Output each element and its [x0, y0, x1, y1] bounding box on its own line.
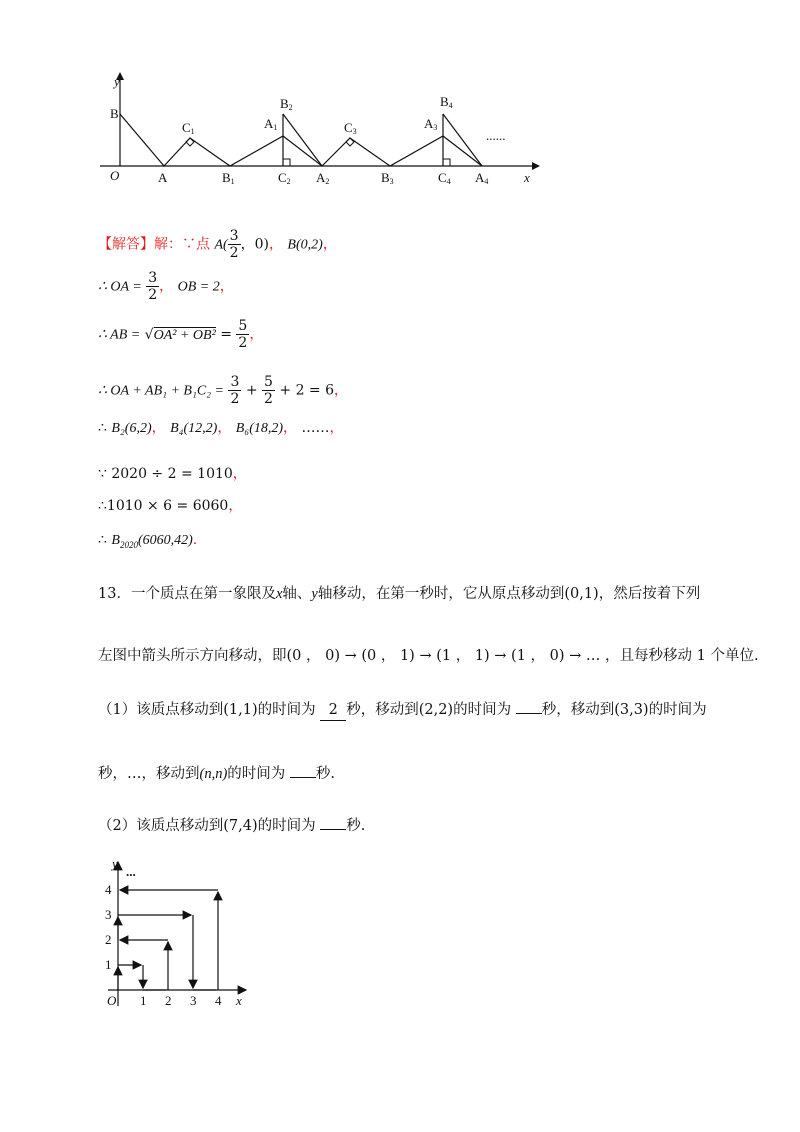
- sep: .: [192, 532, 198, 548]
- label-C3: C3: [344, 120, 357, 136]
- solution-tag: 【解答】解：: [98, 236, 182, 253]
- point-A-tail: ，0): [240, 236, 269, 253]
- answer-blank-4[interactable]: [290, 777, 316, 778]
- therefore: ∴: [98, 532, 107, 548]
- label-A4: A4: [475, 170, 489, 186]
- tick-y4: 4: [105, 882, 112, 897]
- question-part-1: （1）该质点移动到(1,1)的时间为 2 秒，移动到(2,2)的时间为 秒，移动到(3,3)的时间为: [98, 700, 707, 721]
- tick-x3: 3: [190, 993, 197, 1008]
- point-A-open: A(: [214, 237, 228, 253]
- dots: ……: [301, 420, 330, 436]
- sep: ，: [249, 326, 264, 343]
- label-C4: C4: [438, 170, 451, 186]
- point-b6: B₆(18,2): [235, 421, 284, 436]
- label-B: B: [110, 106, 119, 121]
- sep: ，: [329, 420, 344, 436]
- spiral-path-figure: [100, 856, 260, 1016]
- label-O: O: [110, 168, 120, 183]
- therefore: ∴: [98, 420, 107, 436]
- right-angle-c3: [346, 138, 354, 146]
- because-point: ∵点: [182, 236, 210, 253]
- label-B1: B1: [222, 170, 235, 186]
- ab-eq: ∴ AB =: [98, 327, 141, 343]
- equals: =: [220, 326, 232, 343]
- solution-line-1: [98, 228, 337, 261]
- product-eq: ∴1010 × 6 = 6060: [98, 498, 229, 514]
- tick-x1: 1: [140, 993, 147, 1008]
- tick-y3: 3: [105, 907, 112, 922]
- sep: ，: [334, 382, 349, 399]
- tick-x2: 2: [165, 993, 172, 1008]
- label-dots: ...: [126, 864, 136, 879]
- solution-line-4: [98, 374, 348, 407]
- sep: ，: [228, 498, 243, 514]
- solution-line-2: [98, 270, 234, 303]
- label-C1: C1: [182, 120, 195, 136]
- sep: ，: [322, 236, 337, 253]
- plus: +: [245, 382, 258, 399]
- label-x: x: [524, 170, 530, 185]
- ob-eq: OB = 2: [177, 279, 220, 295]
- question-line-2: 左图中箭头所示方向移动，即(0 ， 0) → (0 ， 1) → (1 ， 1) → (1 ， 0) → … ，且每秒移动 1 个单位.: [98, 648, 759, 664]
- tick-y1: 1: [105, 957, 112, 972]
- label-A1: A1: [264, 116, 278, 132]
- label-y: y: [114, 74, 120, 89]
- point-b2020: $B_{2020}(6060,42)$: [111, 533, 193, 550]
- label-O: O: [107, 993, 117, 1008]
- sep: ，: [268, 236, 283, 253]
- label-A3: A3: [424, 116, 438, 132]
- answer-blank-2[interactable]: [516, 713, 542, 714]
- solution-line-5: [98, 418, 343, 439]
- question-line-1: 13．一个质点在第一象限及x轴、y轴移动，在第一秒时，它从原点移动到(0,1)，然后按着下列: [98, 586, 701, 602]
- fraction-5-2: $\frac{5}{2}$: [238, 318, 248, 351]
- sum-tail: + 2 = 6: [279, 382, 335, 399]
- fraction-3-2: $\frac{3}{2}$: [229, 228, 239, 261]
- label-y: y: [112, 856, 118, 871]
- division-eq: ∵ 2020 ÷ 2 = 1010: [98, 466, 233, 482]
- point-b4: B₄(12,2): [170, 421, 218, 436]
- point-B: B(0,2): [287, 237, 323, 253]
- fraction-5-2: $\frac{5}{2}$: [264, 374, 273, 407]
- sep: ，: [232, 466, 247, 482]
- label-B4: B4: [440, 94, 453, 110]
- sqrt-expression: √OA² + OB²: [144, 326, 216, 343]
- sum-eq: ∴ OA + AB₁ + B₁C₂ =: [98, 383, 224, 399]
- question-part-1-cont: 秒，…，移动到(n,n)的时间为 秒.: [98, 766, 336, 782]
- label-B2: B2: [280, 96, 293, 112]
- question-part-2: （2）该质点移动到(7,4)的时间为 秒.: [98, 818, 366, 834]
- answer-blank-5[interactable]: [320, 829, 346, 830]
- point-b2: B₂(6,2): [111, 421, 152, 436]
- zigzag-figure: [100, 70, 540, 190]
- answer-blank-1[interactable]: 2: [320, 700, 346, 721]
- right-angle-c1: [186, 138, 194, 146]
- tick-x4: 4: [215, 993, 222, 1008]
- sep: ，: [283, 420, 298, 436]
- fraction-3-2: $\frac{3}{2}$: [148, 270, 158, 303]
- x-axis-arrow: [532, 162, 540, 170]
- solution-line-7: [98, 496, 242, 516]
- sep: ，: [151, 420, 166, 436]
- right-angle-c2: [283, 159, 290, 166]
- label-C2: C2: [278, 170, 291, 186]
- right-angle-c4: [443, 159, 450, 166]
- sep: ，: [159, 278, 174, 295]
- sep: ，: [217, 420, 232, 436]
- label-B3: B3: [381, 170, 394, 186]
- oa-eq: ∴ OA =: [98, 279, 142, 295]
- tick-y2: 2: [105, 932, 112, 947]
- solution-line-6: [98, 464, 247, 484]
- sep: ，: [219, 278, 234, 295]
- label-A2: A2: [316, 170, 330, 186]
- fraction-3-2: $\frac{3}{2}$: [230, 374, 240, 407]
- label-dots: ......: [486, 128, 506, 143]
- label-A: A: [158, 170, 168, 185]
- solution-line-3: [98, 318, 263, 351]
- solution-line-8: [98, 530, 197, 555]
- label-x: x: [236, 993, 242, 1008]
